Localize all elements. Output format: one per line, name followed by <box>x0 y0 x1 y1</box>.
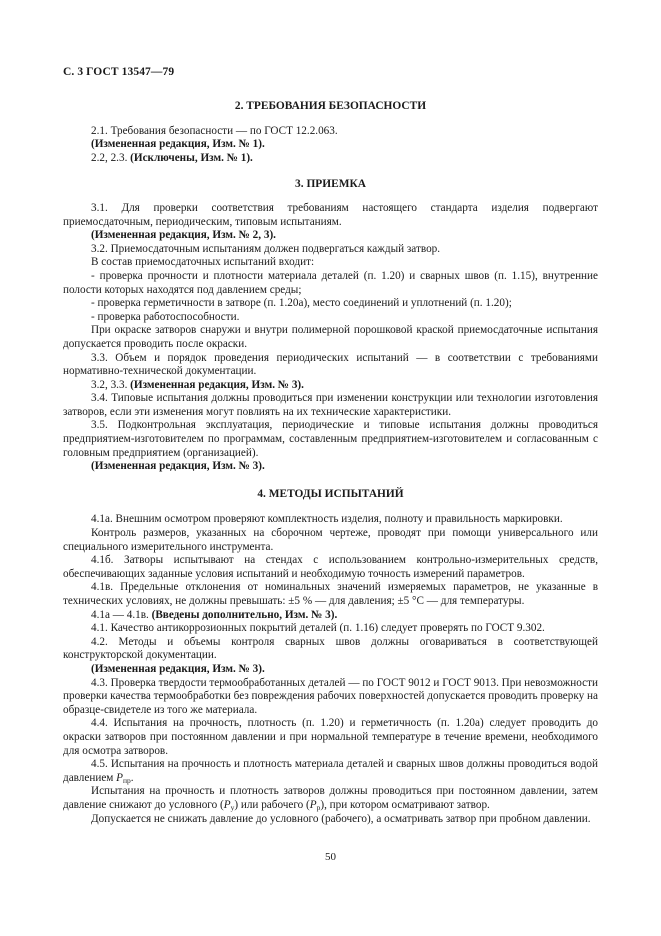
paragraph: При окраске затворов снаружи и внутри полимерной порошковой краской приемосдаточные испытания допускается проводить после окраски. <box>63 324 598 350</box>
paragraph: 3.1. Для проверки соответствия требованиям настоящего стандарта изделия подвергают приемосдаточным, периодическим, типовым испытаниям. <box>63 201 598 228</box>
text-run: ) или рабочего ( <box>234 798 310 811</box>
paragraph: 4.1в. Предельные отклонения от номинальных значений измеряемых параметров, не указанные в технических условиях, не должны превышать: ±5 % — для давления; ±5 °С — для температуры. <box>63 581 598 607</box>
amendment-note: (Измененная редакция, Изм. № 1). <box>91 138 265 151</box>
pressure-symbol: P <box>116 771 124 784</box>
paragraph: 3.2. Приемосдаточным испытаниям должен подвергаться каждый затвор. <box>91 242 441 255</box>
amendment-note: (Измененная редакция, Изм. № 2, 3). <box>91 229 276 242</box>
section-3-title: 3. ПРИЕМКА <box>295 178 366 191</box>
list-item: - проверка герметичности в затворе (п. 1.20а), место соединений и уплотнений (п. 1.20); <box>91 297 512 310</box>
amendment-note: (Измененная редакция, Изм. № 3). <box>91 460 265 473</box>
pressure-symbol: P <box>223 798 231 811</box>
section-4-title: 4. МЕТОДЫ ИСПЫТАНИЙ <box>257 487 404 500</box>
paragraph: 3.4. Типовые испытания должны проводиться при изменении конструкции или технологии изготовления затворов, если эти изменения могут повлиять на их технические характеристики. <box>63 392 598 418</box>
clause-number: 3.2, 3.3. <box>91 378 131 391</box>
paragraph: В состав приемосдаточных испытаний входит: <box>91 256 315 269</box>
paragraph: 3.5. Подконтрольная эксплуатация, периодические и типовые испытания должны проводиться предприятием-изготовителем по программам, составленным предприятием-изготовителем и согласованным с головным предприятием (организацией). <box>63 419 598 459</box>
amendment-note: (Исключены, Изм. № 1). <box>130 151 253 164</box>
paragraph <box>63 758 598 785</box>
paragraph <box>63 785 598 812</box>
text-run: Испытания на прочность и плотность затворов должны проводиться при постоянном давлении, затем давление снижают до условного ( <box>63 785 598 811</box>
clause-number: 4.1а — 4.1в. <box>91 608 152 621</box>
text-run: 4.5. Испытания на прочность и плотность материала деталей и сварных швов должны проводиться водой давлением <box>63 758 598 784</box>
page-number: 50 <box>325 851 336 863</box>
paragraph <box>63 609 598 623</box>
text-run: ), при котором осматривают затвор. <box>320 798 490 811</box>
pressure-subscript: р <box>316 802 321 812</box>
page-body <box>63 96 598 826</box>
running-head: С. 3 ГОСТ 13547—79 <box>63 66 175 78</box>
pressure-symbol: P <box>309 798 317 811</box>
clause-number: 2.2, 2.3. <box>91 151 131 164</box>
paragraph: 4.1а. Внешним осмотром проверяют комплектность изделия, полноту и правильность маркировки. <box>91 513 563 526</box>
paragraph: Допускается не снижать давление до условного (рабочего), а осматривать затвор при пробном давлении. <box>91 812 591 825</box>
paragraph <box>63 152 598 166</box>
pressure-subscript: у <box>230 802 235 812</box>
text-run: . <box>130 771 134 784</box>
paragraph: 4.3. Проверка твердости термообработанных деталей — по ГОСТ 9012 и ГОСТ 9013. При невозможности проверки качества термообработки без повреждения рабочих поверхностей допускается проводить проверку на образце-свидетеле из того же материала. <box>63 676 598 716</box>
paragraph: 2.1. Требования безопасности — по ГОСТ 12.2.063. <box>91 124 338 137</box>
paragraph: Контроль размеров, указанных на сборочном чертеже, проводят при помощи универсального или специального измерительного инструмента. <box>63 527 598 553</box>
paragraph: 4.4. Испытания на прочность, плотность (п. 1.20) и герметичность (п. 1.20а) следует проводить до окраски затворов при постоянном давлении и при нормальной температуре в течение времени, необходимого для осмотра затворов. <box>63 717 598 757</box>
list-item: - проверка работоспособности. <box>91 310 240 323</box>
amendment-note: (Введены дополнительно, Изм. № 3). <box>151 608 338 621</box>
amendment-note: (Измененная редакция, Изм. № 3). <box>91 662 265 675</box>
paragraph: 4.2. Методы и объемы контроля сварных швов должны оговариваться в соответствующей конструкторской документации. <box>63 635 598 662</box>
paragraph <box>63 379 598 393</box>
pressure-subscript: пр <box>123 775 131 785</box>
paragraph: 4.1б. Затворы испытывают на стендах с использованием контрольно-измерительных средств, обеспечивающих заданные условия испытаний и необходимую точность измерений параметров. <box>63 554 598 580</box>
amendment-note: (Измененная редакция, Изм. № 3). <box>130 378 304 391</box>
paragraph: 4.1. Качество антикоррозионных покрытий деталей (п. 1.16) следует проверять по ГОСТ 9.302. <box>91 622 545 635</box>
list-item: - проверка прочности и плотности материала деталей (п. 1.20) и сварных швов (п. 1.15), внутренние полости которых находятся под давлением среды; <box>63 269 598 296</box>
paragraph: 3.3. Объем и порядок проведения периодических испытаний — в соответствии с требованиями нормативно-технической документации. <box>63 351 598 378</box>
section-2-title: 2. ТРЕБОВАНИЯ БЕЗОПАСНОСТИ <box>234 100 427 112</box>
